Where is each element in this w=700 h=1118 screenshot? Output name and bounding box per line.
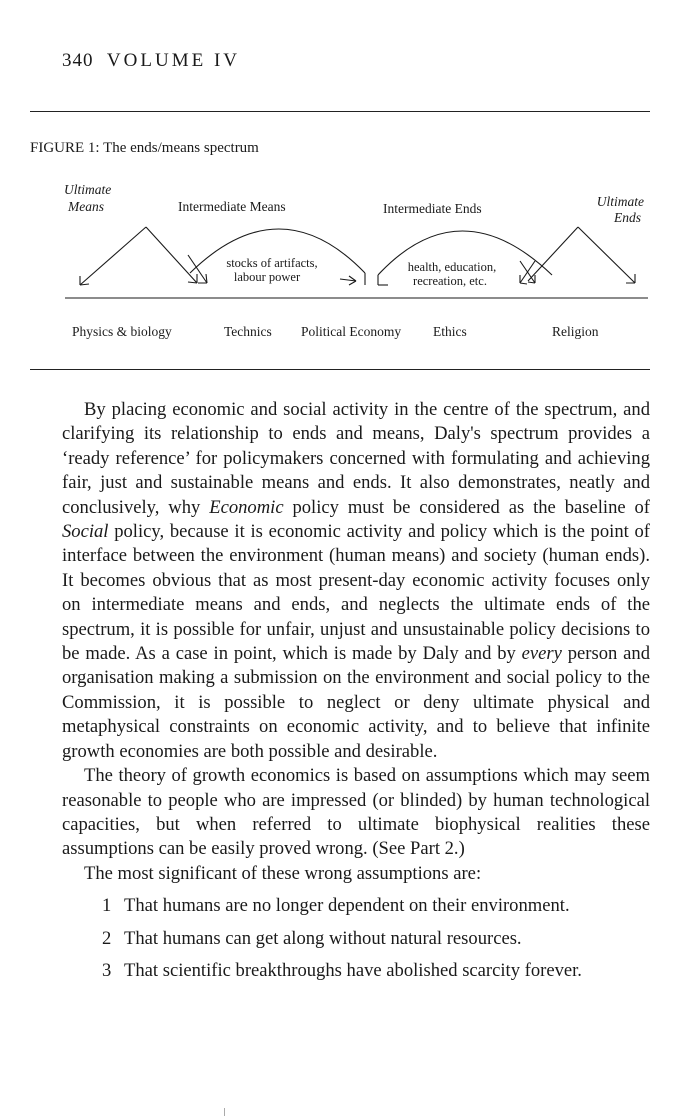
discipline-religion: Religion — [552, 324, 599, 339]
ends-box-line-1: health, education, — [407, 260, 497, 274]
discipline-physics-biology: Physics & biology — [72, 324, 172, 339]
running-header — [62, 50, 240, 72]
page-number: 340 — [62, 50, 94, 71]
label-ultimate-means-1: Ultimate — [64, 182, 112, 197]
label-intermediate-means: Intermediate Means — [178, 199, 286, 214]
discipline-ethics: Ethics — [433, 324, 467, 339]
label-ultimate-means-2: Means — [68, 199, 104, 214]
paragraph-3: The most significant of these wrong assumptions are: — [84, 862, 482, 884]
scan-mark — [224, 1108, 225, 1116]
paragraph-1: By placing economic and social activity in the centre of the spectrum, and clarifying its relationship to ends and means, Daly's spectrum provides a ‘ready reference’ for policymakers concerned with formulating and achieving fair, just and sustainable means and ends. It also demonstrates, neatly and conclusively, why Economic policy must be considered as the baseline of Social policy, because it is economic activity and policy which is the point of interface between the environment (human means) and society (human ends). It becomes obvious that as most present-day economic activity focuses only on intermediate means and ends, and neglects the ultimate ends of the spectrum, it is possible for unfair, unjust and unsustainable policy decisions to be made. As a case in point, which is made by Daly and by every person and organisation making a submission on the environment and social policy to the Commission, it is possible to neglect or deny ultimate physical and metaphysical constraints on economic activity, and to believe that infinite growth economies are both possible and desirable. — [62, 399, 650, 762]
list-item: 1 That humans are no longer dependent on their environment. — [102, 895, 570, 917]
body-text — [62, 398, 650, 983]
figure-caption: FIGURE 1: The ends/means spectrum — [30, 140, 259, 156]
right-peak-arrows — [528, 227, 635, 283]
means-box-line-2: labour power — [233, 270, 301, 284]
label-ultimate-ends-2: Ends — [614, 210, 641, 225]
assumptions-list — [62, 894, 650, 983]
discipline-political-economy: Political Economy — [301, 324, 402, 339]
left-peak-arrows — [80, 227, 197, 285]
discipline-technics: Technics — [224, 324, 272, 339]
top-rule — [30, 111, 650, 112]
paragraph-2: The theory of growth economics is based on assumptions which may seem reasonable to people who are impressed (or blinded) by human technological capacities, but when referred to ultimate biophysical realities these assumptions can be easily proved wrong. (See Part 2.) — [62, 765, 650, 860]
running-title: VOLUME IV — [106, 50, 240, 71]
ends-box-line-2: recreation, etc. — [413, 274, 487, 288]
label-intermediate-ends: Intermediate Ends — [383, 201, 482, 216]
figure-bottom-rule — [30, 369, 650, 370]
list-item: 3 That scientific breakthroughs have abolished scarcity forever. — [102, 959, 582, 981]
list-item: 2 That humans can get along without natural resources. — [102, 927, 522, 949]
means-box-line-1: stocks of artifacts, — [226, 256, 318, 270]
ends-means-diagram — [0, 175, 700, 375]
label-ultimate-ends-1: Ultimate — [596, 194, 644, 209]
